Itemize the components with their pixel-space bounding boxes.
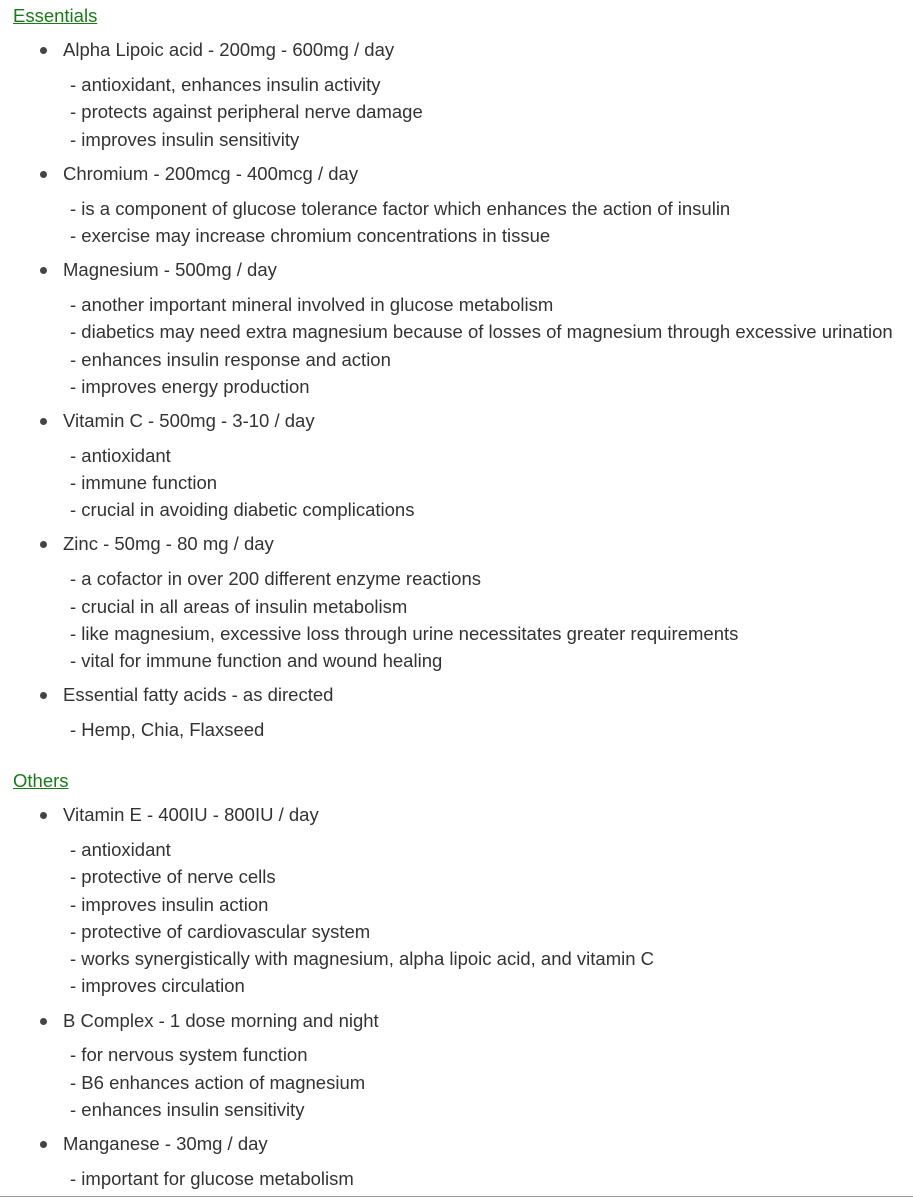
supplement-title: Vitamin E - 400IU - 800IU / day: [63, 804, 319, 825]
supplement-detail: - protective of cardiovascular system: [70, 921, 371, 942]
supplement-detail: - works synergistically with magnesium, alpha lipoic acid, and vitamin C: [70, 948, 655, 969]
supplement-title: Magnesium - 500mg / day: [63, 258, 277, 280]
supplement-detail: - another important mineral involved in glucose metabolism: [70, 294, 554, 315]
supplement-detail: - B6 enhances action of magnesium: [70, 1072, 366, 1093]
supplement-detail: - crucial in avoiding diabetic complications: [70, 499, 415, 520]
supplement-detail: - important for glucose metabolism: [70, 1168, 354, 1189]
bullet-icon: [40, 812, 47, 819]
bullet-icon: [40, 692, 47, 699]
supplement-detail: - improves energy production: [70, 376, 310, 397]
bullet-icon: [40, 171, 47, 178]
supplement-detail: - for nervous system function: [70, 1044, 308, 1065]
bullet-icon: [40, 418, 47, 425]
supplement-detail: - improves circulation: [70, 975, 245, 996]
supplement-title: Vitamin C - 500mg - 3-10 / day: [63, 409, 315, 431]
supplement-detail: - a cofactor in over 200 different enzyme reactions: [70, 568, 481, 589]
supplement-detail: - enhances insulin sensitivity: [70, 1099, 305, 1120]
bullet-icon: [40, 1141, 47, 1148]
supplement-title: B Complex - 1 dose morning and night: [63, 1009, 379, 1031]
bullet-icon: [40, 47, 47, 54]
supplement-detail: - crucial in all areas of insulin metabolism: [70, 596, 408, 617]
supplement-detail: - antioxidant: [70, 445, 171, 466]
supplement-detail: - improves insulin action: [70, 894, 269, 915]
supplement-detail: - immune function: [70, 472, 218, 493]
supplement-detail: - enhances insulin response and action: [70, 349, 391, 370]
supplement-title: Alpha Lipoic acid - 200mg - 600mg / day: [63, 39, 395, 60]
supplement-detail: - like magnesium, excessive loss through urine necessitates greater requirements: [70, 623, 739, 644]
supplement-detail: - diabetics may need extra magnesium because of losses of magnesium through excessive urination: [70, 321, 893, 342]
bullet-icon: [40, 267, 47, 274]
section-title-link[interactable]: Essentials: [13, 5, 98, 26]
bullet-icon: [40, 541, 47, 548]
supplement-detail: - antioxidant: [70, 839, 171, 860]
supplement-title: Chromium - 200mcg - 400mcg / day: [63, 162, 359, 184]
supplement-detail: - protects against peripheral nerve damage: [70, 101, 423, 122]
section-title-link[interactable]: Others: [13, 770, 69, 791]
supplement-detail: - exercise may increase chromium concentrations in tissue: [70, 225, 551, 246]
supplement-detail: - is a component of glucose tolerance factor which enhances the action of insulin: [70, 198, 731, 219]
supplement-detail: - antioxidant, enhances insulin activity: [70, 74, 381, 95]
supplement-detail: - protective of nerve cells: [70, 866, 276, 887]
supplement-title: Zinc - 50mg - 80 mg / day: [63, 533, 274, 555]
supplement-title: Manganese - 30mg / day: [63, 1133, 268, 1155]
bottom-divider: [0, 1196, 913, 1197]
supplement-detail: - improves insulin sensitivity: [70, 129, 300, 150]
supplement-title: Essential fatty acids - as directed: [63, 684, 334, 706]
supplement-detail: - vital for immune function and wound healing: [70, 650, 443, 671]
bullet-icon: [40, 1018, 47, 1025]
supplement-detail: - Hemp, Chia, Flaxseed: [70, 719, 265, 740]
